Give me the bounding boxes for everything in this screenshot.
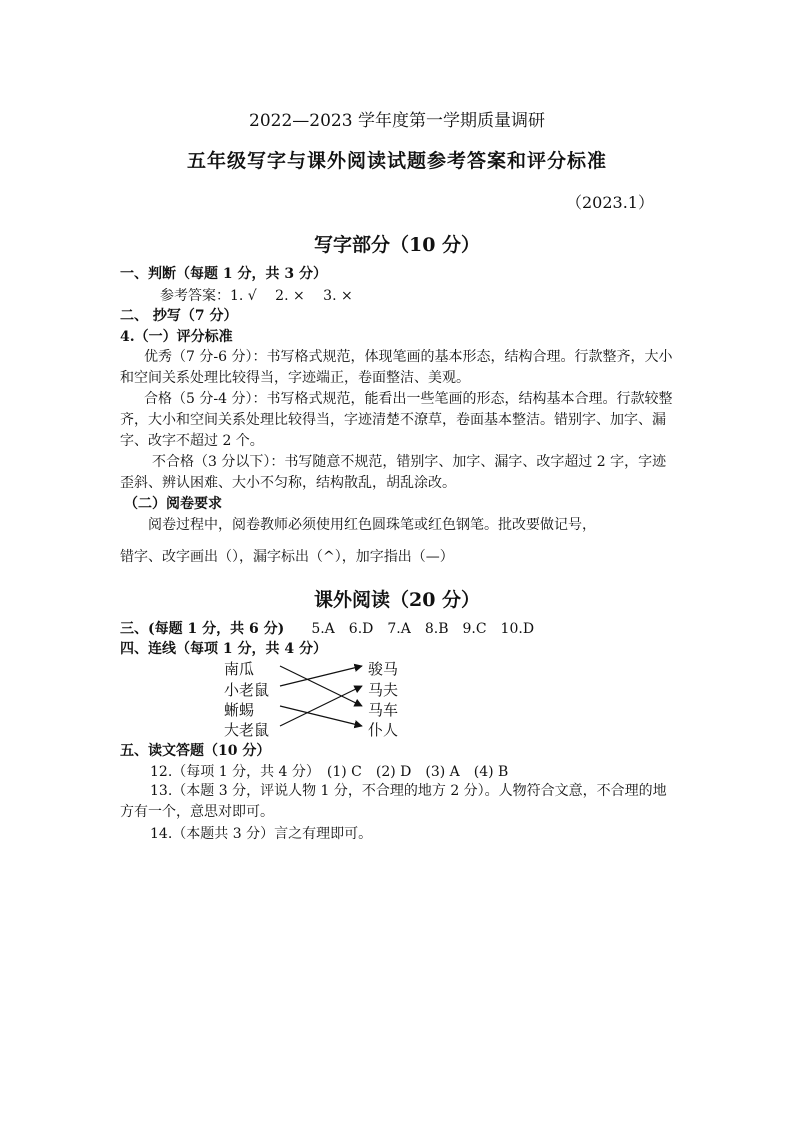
match-right-3: 仆人 (368, 721, 399, 739)
review-line1: 阅卷过程中，阅卷教师必须使用红色圆珠笔或红色钢笔。批改要做记号， (148, 517, 596, 533)
q4-matching-heading: 四、连线（每项 1 分，共 4 分） (120, 641, 327, 657)
match-line-2 (280, 706, 362, 726)
q3-row (120, 618, 534, 638)
q2-heading: 二、 抄写（7 分） (120, 308, 238, 324)
q14-answer: 14.（本题共 3 分）言之有理即可。 (150, 826, 373, 842)
match-right-1: 马夫 (368, 681, 399, 699)
q12-answer: 12.（每项 1 分，共 4 分） (1) C (2) D (3) A (4) B (150, 764, 509, 780)
match-line-3 (280, 686, 362, 726)
review-line2: 错字、改字画出（），漏字标出（^），加字指出（—） (120, 549, 454, 565)
match-left-0: 南瓜 (224, 660, 255, 678)
q1-answers: 参考答案：1. √ 2. × 3. × (160, 288, 353, 304)
match-left-2: 蜥蜴 (224, 701, 255, 719)
match-right-2: 马车 (368, 701, 399, 719)
document-title-line1: 2022—2023 学年度第一学期质量调研 (249, 111, 545, 131)
match-line-1 (280, 666, 362, 686)
matching-line-group (280, 666, 362, 726)
document-date: （2023.1） (566, 193, 654, 212)
match-left-3: 大老鼠 (224, 721, 270, 739)
section-title-reading: 课外阅读（20 分） (313, 589, 481, 611)
criteria-fail: 不合格（3 分以下）：书写随意不规范，错别字、加字、漏字、改字超过 2 字，字迹歪斜、辨认困难、大小不匀称，结构散乱，胡乱涂改。 (120, 454, 667, 491)
q1-heading: 一、判断（每题 1 分，共 3 分） (120, 266, 327, 282)
criteria-pass: 合格（5 分-4 分）：书写格式规范，能看出一些笔画的形态，结构基本合理。行款较整齐，大小和空间关系处理比较得当，字迹清楚不潦草，卷面基本整洁。错别字、加字、漏字、改字不超过 2 个。 (120, 391, 673, 449)
q13-answer: 13.（本题 3 分，评说人物 1 分，不合理的地方 2 分）。人物符合文意，不合理的地方有一个，意思对即可。 (120, 783, 667, 820)
document-title-line2: 五年级写字与课外阅读试题参考答案和评分标准 (186, 150, 607, 172)
match-line-0 (280, 666, 362, 706)
q3-heading: 三、(每题 1 分，共 6 分) (120, 621, 285, 637)
criteria-excellent: 优秀（7 分-6 分）：书写格式规范，体现笔画的基本形态，结构合理。行款整齐，大小和空间关系处理比较得当，字迹端正，卷面整洁、美观。 (120, 349, 673, 386)
match-right-0: 骏马 (368, 660, 399, 678)
matching-lines (270, 656, 370, 746)
review-heading: （二）阅卷要求 (124, 496, 222, 512)
section-title-writing: 写字部分（10 分） (313, 234, 481, 256)
q3-answers: 5.A 6.D 7.A 8.B 9.C 10.D (311, 621, 535, 637)
q5-heading: 五、读文答题（10 分） (120, 743, 271, 759)
q4-scoring-heading: 4.（一）评分标准 (120, 329, 233, 345)
match-left-1: 小老鼠 (224, 681, 270, 699)
